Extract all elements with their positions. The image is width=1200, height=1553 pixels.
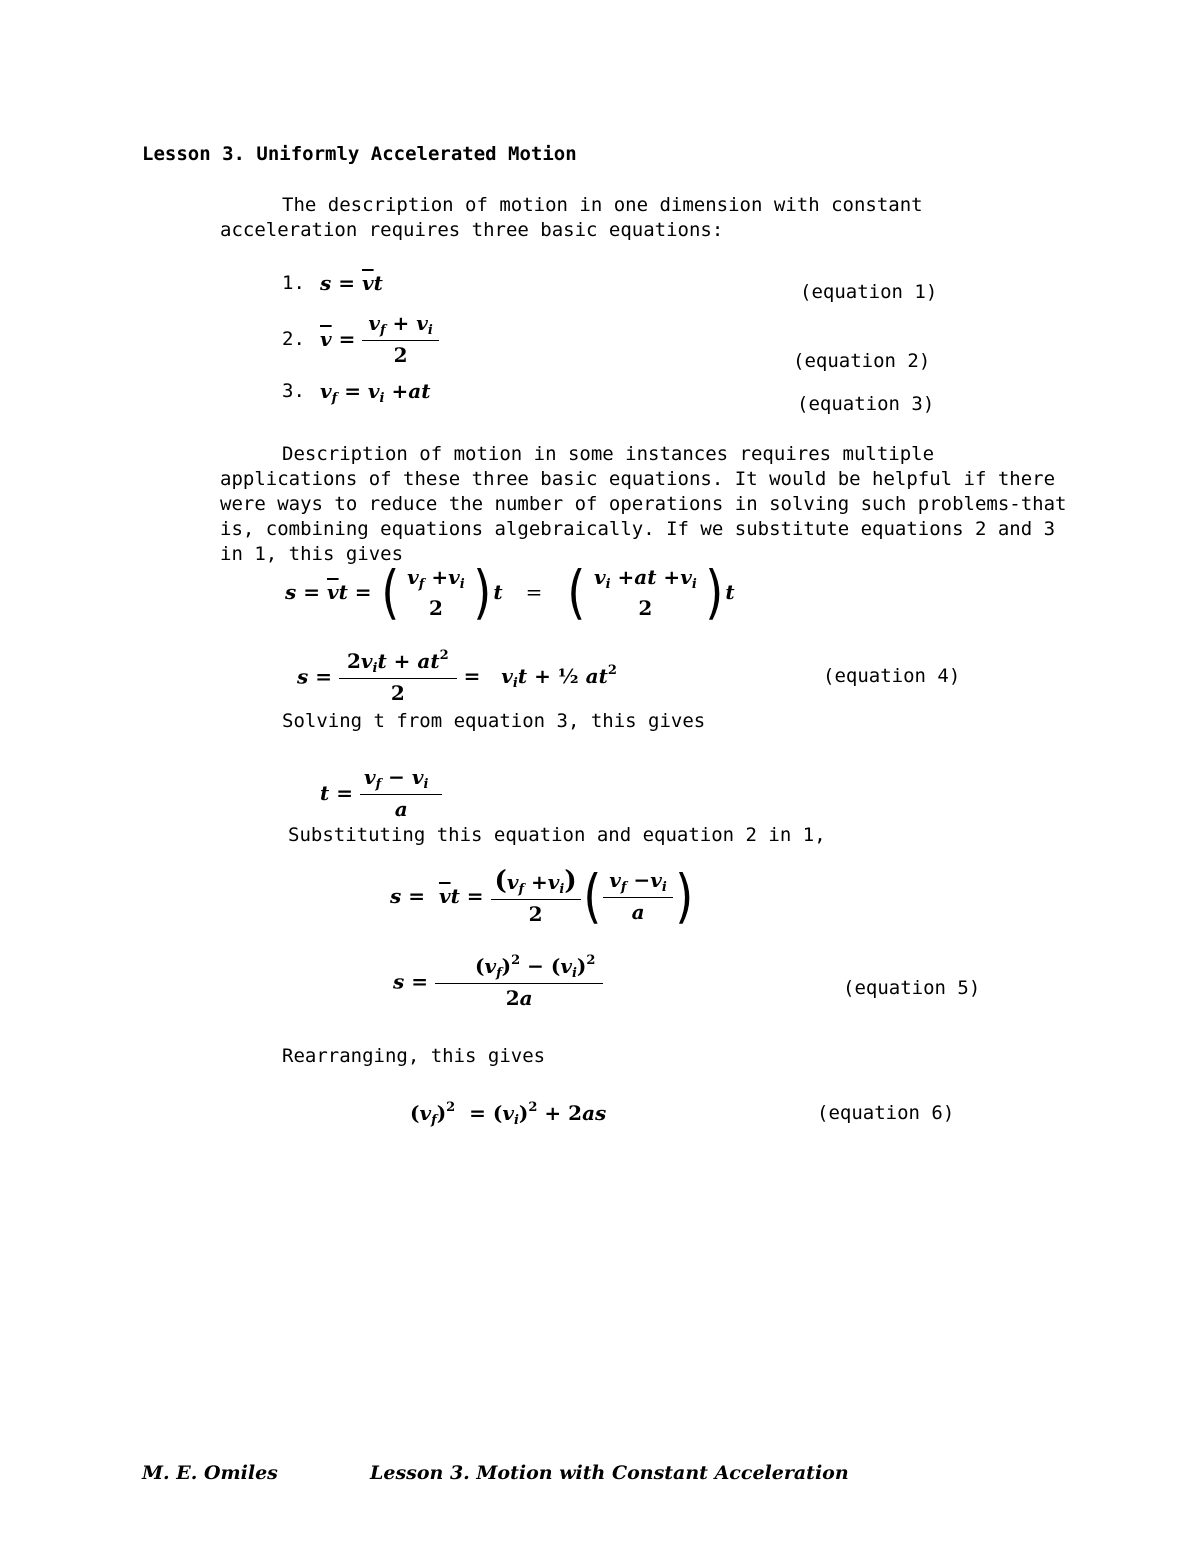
solving-t-text: Solving t from equation 3, this gives — [282, 710, 706, 732]
equation-5-label: (equation 5) — [843, 977, 981, 999]
equation-1-label: (equation 1) — [800, 281, 938, 303]
equation-4: s = $\frac{2v_it + at^2}{2}$ = $v_it$ + ½ $at^2$ — [297, 648, 617, 705]
equation-6-label: (equation 6) — [817, 1102, 955, 1124]
footer-author: M. E. Omiles — [142, 1462, 278, 1484]
item-number-3: 3. — [282, 380, 305, 402]
rearranging-text: Rearranging, this gives — [282, 1045, 546, 1067]
equation-3: $v_f = v_i +at$ — [320, 379, 431, 406]
item-number-1: 1. — [282, 272, 305, 294]
equation-2: $\overline{v}$ = $\frac{v_f + v_i}{2}$ — [320, 311, 439, 367]
intro-paragraph: The description of motion in one dimension with constant acceleration requires three basic equations: — [220, 194, 923, 241]
equation-5: s = $\frac{(v_f)^2 - (v_i)^2}{2a}$ — [393, 953, 603, 1010]
item-number-2: 2. — [282, 328, 305, 350]
equation-2-label: (equation 2) — [793, 350, 931, 372]
equation-3-label: (equation 3) — [797, 393, 935, 415]
equation-6: $(v_f)^2 = (v_i)^2 + 2as$ — [410, 1100, 607, 1128]
equation-4-label: (equation 4) — [823, 665, 961, 687]
equation-substitution-expansion: $s = \overline{v}t$ = $\frac{(v_f +v_i)}{2}$ ( $\frac{v_f -v_i}{a}$ ) — [390, 862, 694, 930]
equation-1: $s = \overline{v}t$ — [320, 271, 383, 295]
footer-lesson-title: Lesson 3. Motion with Constant Acceleration — [370, 1462, 849, 1484]
equation-combined-expansion: $s = \overline{v}t$ = ( $v_f +v_i$ 2 ) t = ( $v_i +at +v_i$ 2 ) t — [285, 558, 735, 626]
equation-t: t = $\frac{v_f - v_i}{a}$ — [320, 765, 442, 821]
substituting-text: Substituting this equation and equation 2 in 1, — [288, 824, 826, 846]
substitution-paragraph: Description of motion in some instances requires multiple applications of these three basic equations. It would be helpful if there were ways to reduce the number of operations in solving such problems-that is, combining equations algebraically. If we substitute equations 2 and 3 in 1, this gives — [220, 443, 1067, 565]
lesson-title: Lesson 3. Uniformly Accelerated Motion — [142, 143, 577, 165]
